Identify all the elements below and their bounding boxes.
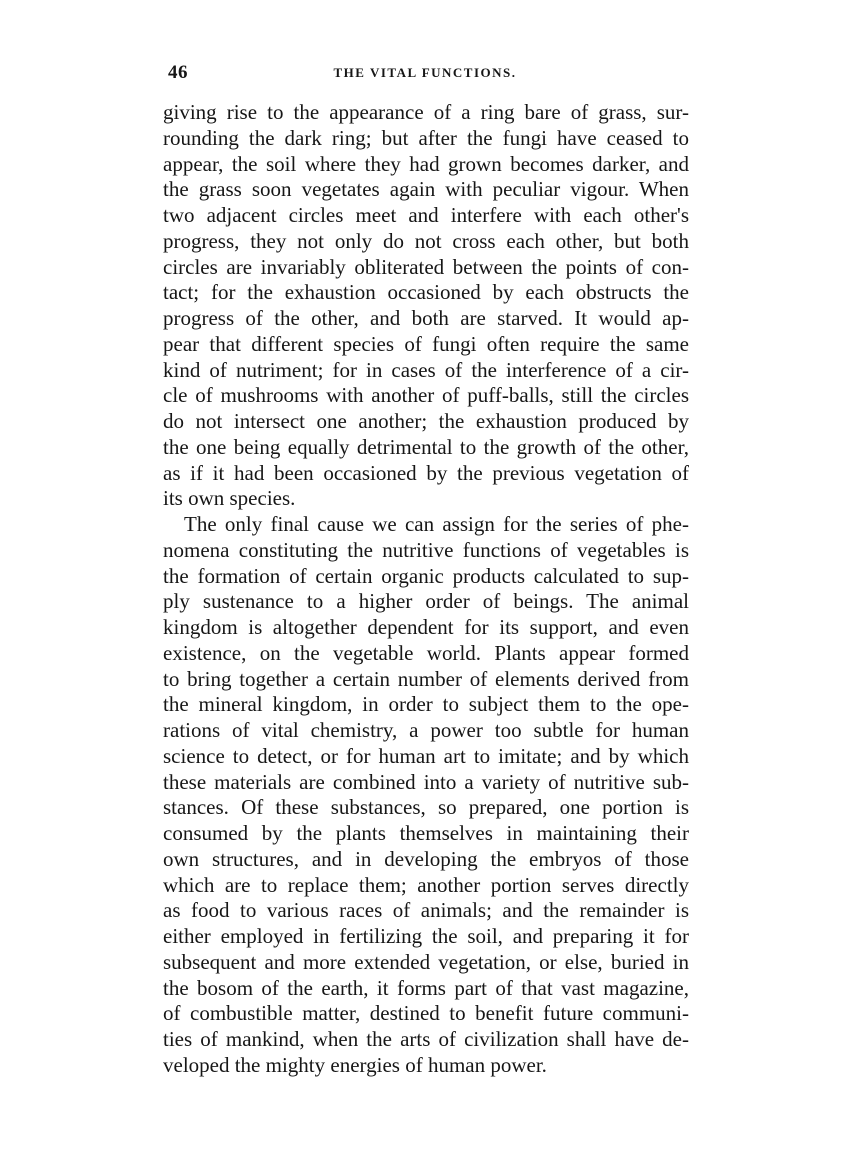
- text-line: as food to various races of animals; and the remainder is: [163, 898, 689, 923]
- text-line: subsequent and more extended vegetation, or else, buried in: [163, 949, 689, 974]
- text-line: kind of nutriment; for in cases of the interference of a cir-: [163, 357, 689, 382]
- text-line: cle of mushrooms with another of puff-balls, still the circles: [163, 383, 689, 408]
- paragraph-1: [163, 100, 689, 512]
- paragraph-2: [163, 512, 689, 1079]
- text-line: kingdom is altogether dependent for its support, and even: [163, 615, 689, 639]
- text-line: the mineral kingdom, in order to subject them to the ope-: [163, 692, 689, 717]
- text-line: appear, the soil where they had grown becomes darker, and: [163, 151, 689, 176]
- text-line: the one being equally detrimental to the growth of the other,: [163, 434, 689, 459]
- page-body: [163, 100, 689, 1079]
- text-line: stances. Of these substances, so prepared, one portion is: [163, 795, 689, 820]
- text-line: own structures, and in developing the embryos of those: [163, 846, 689, 871]
- text-line: nomena constituting the nutritive functions of vegetables is: [163, 537, 689, 562]
- text-line: pear that different species of fungi often require the same: [163, 331, 689, 356]
- page-header: [163, 62, 687, 86]
- text-line: consumed by the plants themselves in maintaining their: [163, 821, 689, 845]
- page-number: 46: [168, 62, 188, 83]
- running-head: THE VITAL FUNCTIONS.: [333, 65, 517, 80]
- text-line: rations of vital chemistry, a power too subtle for human: [163, 718, 689, 742]
- text-line: which are to replace them; another portion serves directly: [163, 872, 689, 897]
- text-line: the grass soon vegetates again with peculiar vigour. When: [163, 177, 689, 202]
- text-line: these materials are combined into a variety of nutritive sub-: [163, 769, 689, 794]
- text-line: ply sustenance to a higher order of beings. The animal: [163, 589, 689, 614]
- text-line: progress, they not only do not cross each other, but both: [163, 228, 689, 253]
- text-line: rounding the dark ring; but after the fungi have ceased to: [163, 125, 689, 150]
- text-line: two adjacent circles meet and interfere with each other's: [163, 203, 689, 227]
- text-line: progress of the other, and both are starved. It would ap-: [163, 306, 689, 330]
- text-line: the bosom of the earth, it forms part of that vast magazine,: [163, 975, 689, 1000]
- text-line: do not intersect one another; the exhaustion produced by: [163, 409, 689, 433]
- text-line: either employed in fertilizing the soil, and preparing it for: [163, 924, 689, 948]
- text-line: existence, on the vegetable world. Plants appear formed: [163, 640, 689, 665]
- text-line: ties of mankind, when the arts of civilization shall have de-: [163, 1027, 689, 1051]
- text-line: veloped the mighty energies of human power.: [163, 1052, 547, 1077]
- text-line: circles are invariably obliterated between the points of con-: [163, 254, 689, 279]
- text-line: its own species.: [163, 486, 296, 511]
- text-line: the formation of certain organic products calculated to sup-: [163, 563, 689, 588]
- text-line: as if it had been occasioned by the previous vegetation of: [163, 460, 689, 485]
- text-line: tact; for the exhaustion occasioned by each obstructs the: [163, 280, 689, 305]
- text-line: giving rise to the appearance of a ring bare of grass, sur-: [163, 100, 689, 124]
- text-line: science to detect, or for human art to imitate; and by which: [163, 743, 689, 768]
- text-line: The only final cause we can assign for the series of phe-: [184, 512, 689, 536]
- text-line: to bring together a certain number of elements derived from: [163, 666, 689, 691]
- text-line: of combustible matter, destined to benefit future communi-: [163, 1001, 689, 1026]
